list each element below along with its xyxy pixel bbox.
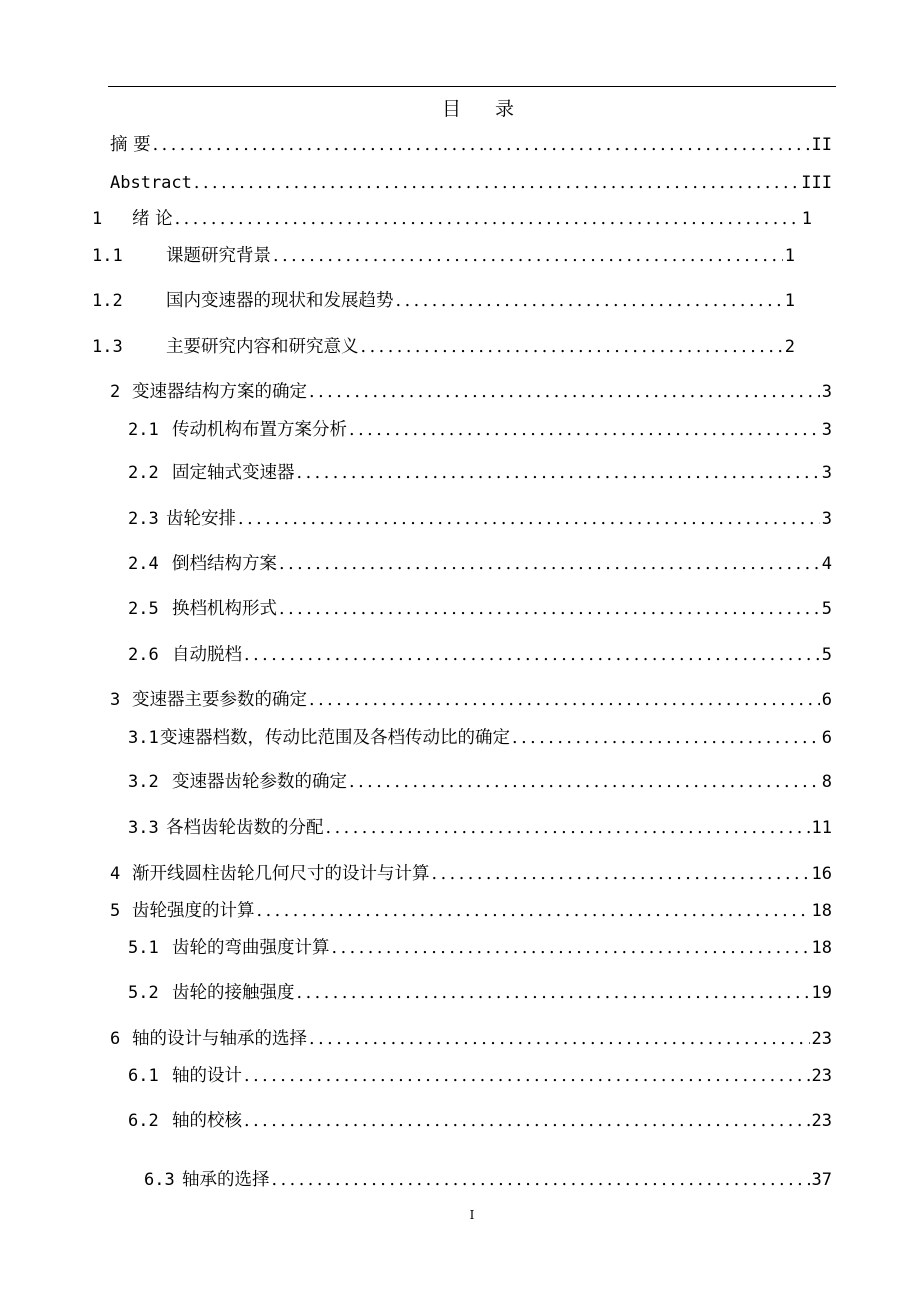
- toc-entry-page: 6: [821, 690, 832, 710]
- page-number: I: [469, 1208, 475, 1222]
- toc-entry-page: 3: [821, 382, 832, 402]
- toc-entry-number: 5: [110, 901, 121, 921]
- toc-entry-number: 6.3: [144, 1170, 175, 1190]
- toc-entry-number: 2.2: [128, 463, 159, 483]
- toc-entry-page: 16: [811, 864, 832, 884]
- toc-entry-number: 2.1: [128, 420, 159, 440]
- toc-entry-number: 2.3: [128, 509, 159, 529]
- toc-entry-label: 齿轮强度的计算: [132, 901, 255, 921]
- toc-entry-label: 自动脱档: [172, 645, 242, 665]
- toc-entry-page: 23: [811, 1029, 832, 1049]
- toc-leader-dots: [153, 133, 810, 157]
- toc-entry[interactable]: [92, 207, 812, 231]
- toc-entry-page: 1: [784, 291, 795, 311]
- toc-entry-page: 5: [821, 599, 832, 619]
- header-rule: [108, 86, 836, 87]
- toc-entry[interactable]: [128, 1109, 832, 1133]
- toc-entry[interactable]: [128, 507, 832, 531]
- toc-leader-dots: [257, 899, 810, 923]
- toc-entry-number: 3: [110, 690, 121, 710]
- toc-leader-dots: [297, 981, 810, 1005]
- toc-entry[interactable]: [128, 597, 832, 621]
- toc-entry-label: 各档齿轮齿数的分配: [166, 818, 324, 838]
- toc-entry-number: 2.5: [128, 599, 159, 619]
- toc-entry-label: 倒档结构方案: [172, 554, 277, 574]
- toc-entry-page: 19: [811, 983, 832, 1003]
- toc-entry-number: 3.2: [128, 772, 159, 792]
- toc-entry[interactable]: [128, 552, 832, 576]
- toc-entry-page: 5: [821, 645, 832, 665]
- toc-leader-dots: [244, 643, 820, 667]
- toc-entry-label: 课题研究背景: [166, 246, 271, 266]
- toc-entry-label: 渐开线圆柱齿轮几何尺寸的设计与计算: [132, 864, 430, 884]
- toc-entry[interactable]: [128, 770, 832, 794]
- toc-entry-page: 18: [811, 938, 832, 958]
- toc-leader-dots: [396, 289, 783, 313]
- toc-leader-dots: [297, 461, 820, 485]
- toc-entry-number: 4: [110, 864, 121, 884]
- toc-entry-label: 轴的设计: [172, 1066, 242, 1086]
- toc-entry-label: 国内变速器的现状和发展趋势: [166, 291, 394, 311]
- toc-leader-dots: [309, 380, 820, 404]
- toc-entry[interactable]: [110, 171, 832, 195]
- toc-entry-page: 6: [821, 728, 832, 748]
- toc-entry-label: 摘 要: [110, 135, 151, 155]
- toc-entry[interactable]: [110, 862, 832, 886]
- toc-entry[interactable]: [110, 688, 832, 712]
- toc-entry-page: 2: [784, 337, 795, 357]
- toc-entry-number: 6.2: [128, 1111, 159, 1131]
- toc-entry-label: 轴的设计与轴承的选择: [132, 1029, 307, 1049]
- toc-leader-dots: [279, 597, 820, 621]
- toc-entry-page: 3: [821, 463, 832, 483]
- toc-entry-page: 18: [811, 901, 832, 921]
- toc-entry[interactable]: [128, 726, 832, 750]
- toc-leader-dots: [432, 862, 810, 886]
- toc-entry-number: 3.1: [128, 728, 159, 748]
- toc-entry[interactable]: [128, 1064, 832, 1088]
- toc-entry-label: 齿轮安排: [166, 509, 236, 529]
- toc-entry-page: 37: [811, 1170, 832, 1190]
- toc-leader-dots: [279, 552, 820, 576]
- toc-entry-number: 1: [92, 209, 103, 229]
- toc-entry[interactable]: [110, 899, 832, 923]
- toc-entry-label: 变速器主要参数的确定: [132, 690, 307, 710]
- toc-entry-page: 3: [821, 420, 832, 440]
- toc-entry-label: 轴承的选择: [182, 1170, 270, 1190]
- toc-entry-label: 固定轴式变速器: [172, 463, 295, 483]
- toc-entry-label: 传动机构布置方案分析: [172, 420, 347, 440]
- toc-entry-label: Abstract: [110, 173, 192, 193]
- toc-entry-label: 轴的校核: [172, 1111, 242, 1131]
- toc-entry-page: 23: [811, 1066, 832, 1086]
- toc-entry-page: 11: [811, 818, 832, 838]
- toc-entry-label: 绪 论: [132, 209, 173, 229]
- toc-title: 目 录: [441, 98, 529, 120]
- toc-entry-number: 1.3: [92, 337, 123, 357]
- toc-leader-dots: [309, 688, 820, 712]
- toc-leader-dots: [326, 816, 810, 840]
- toc-entry[interactable]: [128, 816, 832, 840]
- toc-entry-label: 齿轮的接触强度: [172, 983, 295, 1003]
- toc-leader-dots: [349, 770, 820, 794]
- toc-entry-page: II: [811, 135, 832, 155]
- toc-leader-dots: [244, 1109, 810, 1133]
- toc-entry-number: 1.1: [92, 246, 123, 266]
- toc-entry[interactable]: [110, 133, 832, 157]
- toc-entry[interactable]: [92, 335, 795, 359]
- toc-entry[interactable]: [92, 244, 795, 268]
- toc-entry[interactable]: [128, 643, 832, 667]
- toc-leader-dots: [194, 171, 799, 195]
- toc-leader-dots: [273, 244, 783, 268]
- toc-entry-number: 5.1: [128, 938, 159, 958]
- toc-entry-number: 2: [110, 382, 121, 402]
- toc-leader-dots: [238, 507, 820, 531]
- toc-entry[interactable]: [128, 461, 832, 485]
- toc-entry-label: 变速器档数，传动比范围及各档传动比的确定: [160, 728, 510, 748]
- toc-entry-page: 3: [821, 509, 832, 529]
- toc-leader-dots: [349, 418, 820, 442]
- toc-entry-number: 2.6: [128, 645, 159, 665]
- toc-entry-label: 换档机构形式: [172, 599, 277, 619]
- toc-entry-number: 2.4: [128, 554, 159, 574]
- toc-entry-label: 变速器齿轮参数的确定: [172, 772, 347, 792]
- toc-entry[interactable]: [128, 936, 832, 960]
- toc-leader-dots: [332, 936, 810, 960]
- toc-entry[interactable]: [128, 418, 832, 442]
- toc-entry-label: 主要研究内容和研究意义: [166, 337, 359, 357]
- toc-entry-label: 变速器结构方案的确定: [132, 382, 307, 402]
- toc-leader-dots: [175, 207, 800, 231]
- toc-leader-dots: [512, 726, 820, 750]
- toc-leader-dots: [244, 1064, 810, 1088]
- toc-entry[interactable]: [144, 1168, 832, 1192]
- toc-entry-page: 23: [811, 1111, 832, 1131]
- toc-entry[interactable]: [110, 380, 832, 404]
- toc-entry[interactable]: [92, 289, 795, 313]
- toc-entry-number: 6.1: [128, 1066, 159, 1086]
- toc-entry[interactable]: [128, 981, 832, 1005]
- toc-leader-dots: [309, 1027, 810, 1051]
- toc-entry-page: 4: [821, 554, 832, 574]
- toc-leader-dots: [361, 335, 783, 359]
- toc-entry-page: 1: [801, 209, 812, 229]
- toc-entry-number: 1.2: [92, 291, 123, 311]
- toc-entry-page: III: [801, 173, 832, 193]
- toc-entry-page: 1: [784, 246, 795, 266]
- toc-entry-page: 8: [821, 772, 832, 792]
- toc-entry-number: 3.3: [128, 818, 159, 838]
- toc-entry-label: 齿轮的弯曲强度计算: [172, 938, 330, 958]
- toc-entry-number: 6: [110, 1029, 121, 1049]
- toc-leader-dots: [272, 1168, 810, 1192]
- toc-entry[interactable]: [110, 1027, 832, 1051]
- toc-entry-number: 5.2: [128, 983, 159, 1003]
